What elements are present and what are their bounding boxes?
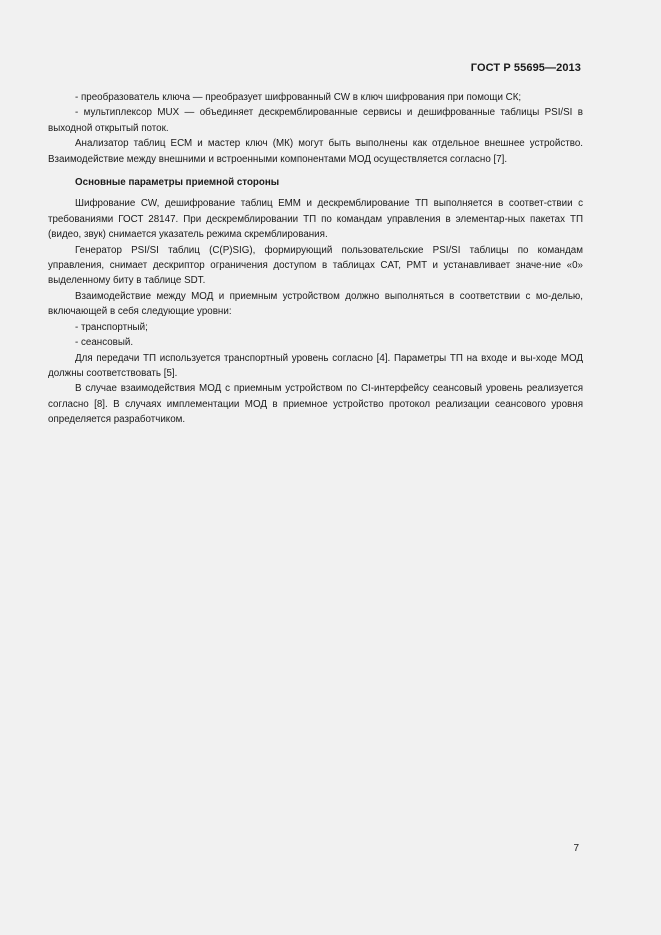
paragraph-session-level: В случае взаимодействия МОД с приемным устройством по CI-интерфейсу сеансовый уровень реализуется согласно [8]. В случаях имплементации МОД в приемное устройство протокол реализации сеансового уровня определяется разработчиком.	[48, 383, 583, 426]
document-body	[48, 90, 583, 428]
paragraph-transport-level: Для передачи ТП используется транспортный уровень согласно [4]. Параметры ТП на входе и вы-ходе МОД должны соответствовать [5].	[48, 352, 583, 379]
paragraph-key-converter: - преобразователь ключа — преобразует шифрованный CW в ключ шифрования при помощи СК;	[75, 92, 522, 103]
paragraph-interaction-model: Взаимодействие между МОД и приемным устройством должно выполняться в соответствии с мо-делью, включающей в себя следующие уровни:	[48, 290, 583, 318]
page-number: 7	[573, 843, 579, 854]
paragraph-encryption: Шифрование CW, дешифрование таблиц ЕММ и дескремблирование ТП выполняется в соответ-ствии с требованиями ГОСТ 28147. При дескремблировании ТП по командам управления в элементар-ных пакетах ТП (видео, звук) снимается указатель режима скремблирования.	[48, 198, 583, 241]
paragraph-ecm-analyzer: Анализатор таблиц ЕСМ и мастер ключ (МК) могут быть выполнены как отдельное внешнее устройство. Взаимодействие между внешними и встроенными компонентами МОД осуществляется согласно [7].	[48, 138, 583, 165]
paragraph-multiplexer: - мультиплексор MUX — объединяет дескремблированные сервисы и дешифрованные таблицы PSI/SI в выходной открытый поток.	[48, 107, 583, 134]
paragraph-psi-si-generator: Генератор PSI/SI таблиц (C(P)SIG), формирующий пользовательские PSI/SI таблицы по командам управления, снимает дескриптор ограничения доступом в таблицах CAT, PMT и устанавливает значе-ние «0» выделенному биту в таблице SDT.	[48, 244, 583, 287]
standard-number: ГОСТ Р 55695—2013	[470, 62, 581, 74]
list-item-transport: - транспортный;	[75, 321, 148, 333]
list-item-session: - сеансовый.	[75, 337, 134, 349]
section-heading: Основные параметры приемной стороны	[75, 177, 280, 189]
